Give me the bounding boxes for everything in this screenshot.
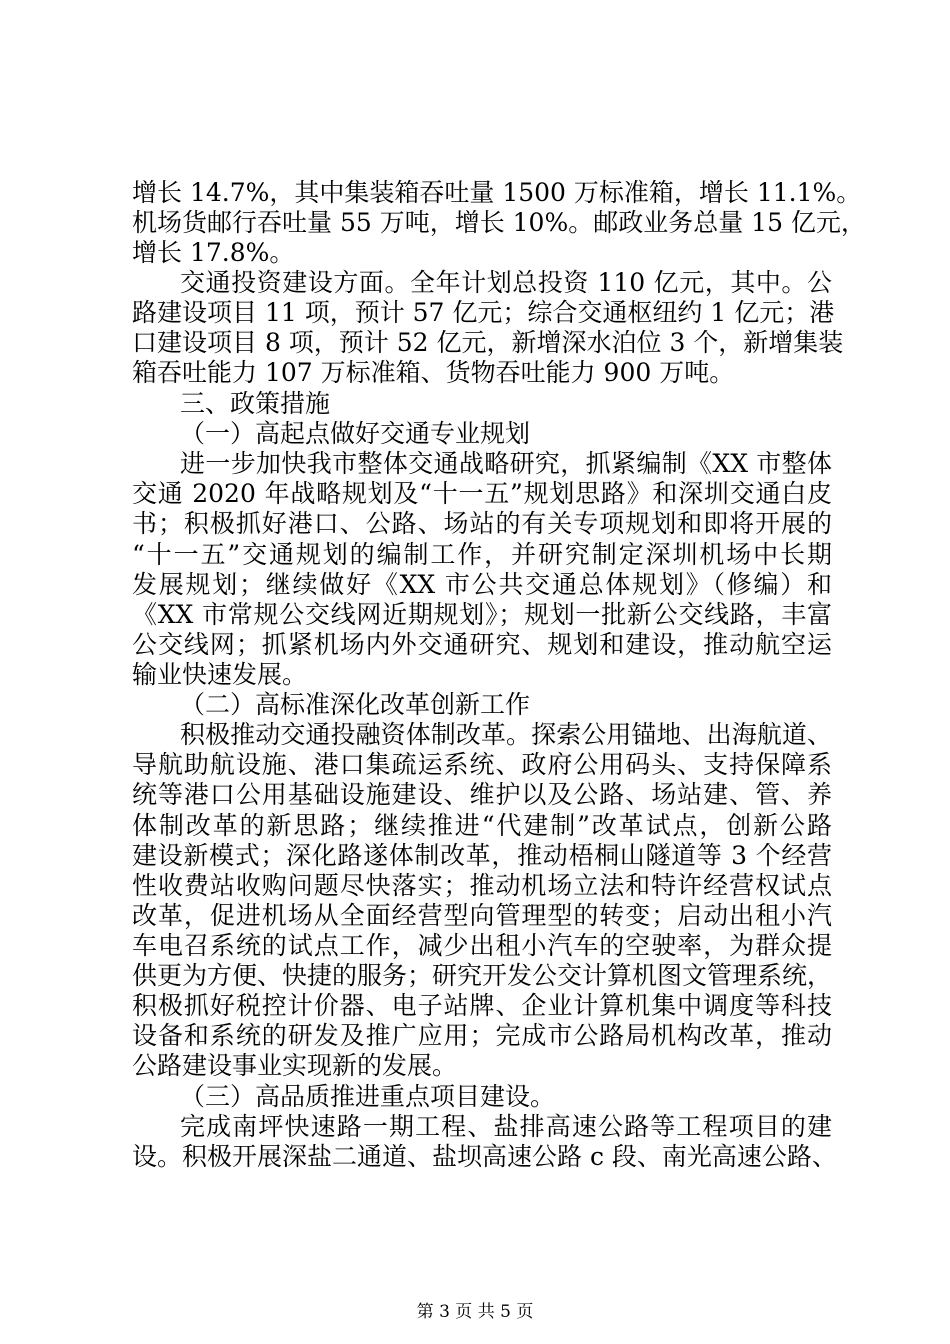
body-text-line: “十一五”交通规划的编制工作，并研究制定深圳机场中长期 [132, 540, 832, 569]
body-text-line: 书；积极抓好港口、公路、场站的有关专项规划和即将开展的 [132, 509, 832, 538]
body-text-line: 机场货邮行吞吐量 55 万吨，增长 10%。邮政业务总量 15 亿元， [132, 208, 866, 237]
paragraph-first-line: 积极推动交通投融资体制改革。探索公用锚地、出海航道、 [180, 720, 832, 749]
body-text-line: 口建设项目 8 项，预计 52 亿元，新增深水泊位 3 个，新增集装 [132, 328, 844, 357]
body-text-line: 改革，促进机场从全面经营型向管理型的转变；启动出租小汽 [132, 901, 832, 930]
paragraph-first-line: 完成南坪快速路一期工程、盐排高速公路等工程项目的建 [180, 1112, 832, 1141]
subsection-heading: （一）高起点做好交通专业规划 [180, 419, 531, 448]
subsection-heading: （三）高品质推进重点项目建设。 [180, 1082, 556, 1111]
body-text-line: 《XX 市常规公交线网近期规划》；规划一批新公交线路，丰富 [132, 600, 832, 629]
body-text-line: 箱吞吐能力 107 万标准箱、货物吞吐能力 900 万吨。 [132, 358, 735, 387]
paragraph-first-line: 交通投资建设方面。全年计划总投资 110 亿元，其中。公 [180, 268, 832, 297]
body-text-line: 性收费站收购问题尽快落实；推动机场立法和特许经营权试点 [132, 871, 832, 900]
body-text-line: 建设新模式；深化路遂体制改革，推动梧桐山隧道等 3 个经营 [132, 841, 832, 870]
body-text-line: 车电召系统的试点工作，减少出租小汽车的空驶率，为群众提 [132, 931, 832, 960]
page-number-footer: 第 3 页 共 5 页 [416, 1302, 534, 1322]
body-text-line: 体制改革的新思路；继续推进“代建制”改革试点，创新公路 [132, 811, 832, 840]
body-text-line: 交通 2020 年战略规划及“十一五”规划思路》和深圳交通白皮 [132, 479, 832, 508]
body-text-line: 公路建设事业实现新的发展。 [132, 1051, 458, 1080]
subsection-heading: （二）高标准深化改革创新工作 [180, 690, 531, 719]
section-heading: 三、政策措施 [180, 389, 331, 418]
paragraph-first-line: 进一步加快我市整体交通战略研究，抓紧编制《XX 市整体 [180, 449, 832, 478]
body-text-line: 导航助航设施、港口集疏运系统、政府公用码头、支持保障系 [132, 750, 832, 779]
body-text-line: 设备和系统的研发及推广应用；完成市公路局机构改革，推动 [132, 1021, 832, 1050]
body-text-line: 增长 17.8%。 [132, 238, 295, 267]
body-text-line: 发展规划；继续做好《XX 市公共交通总体规划》（修编）和 [132, 570, 832, 599]
body-text-line: 增长 14.7%，其中集装箱吞吐量 1500 万标准箱，增长 11.1%。 [132, 178, 862, 207]
body-text-line: 积极抓好税控计价器、电子站牌、企业计算机集中调度等科技 [132, 991, 832, 1020]
body-text-line: 统等港口公用基础设施建设、维护以及公路、场站建、管、养 [132, 780, 832, 809]
body-text-line: 路建设项目 11 项，预计 57 亿元；综合交通枢纽约 1 亿元；港 [132, 298, 835, 327]
body-text-line: 供更为方便、快捷的服务；研究开发公交计算机图文管理系统， [132, 961, 833, 990]
body-text-line: 输业快速发展。 [132, 660, 308, 689]
body-text-line: 公交线网；抓紧机场内外交通研究、规划和建设，推动航空运 [132, 630, 832, 659]
body-text-line: 设。积极开展深盐二通道、盐坝高速公路 c 段、南光高速公路、 [132, 1142, 837, 1171]
